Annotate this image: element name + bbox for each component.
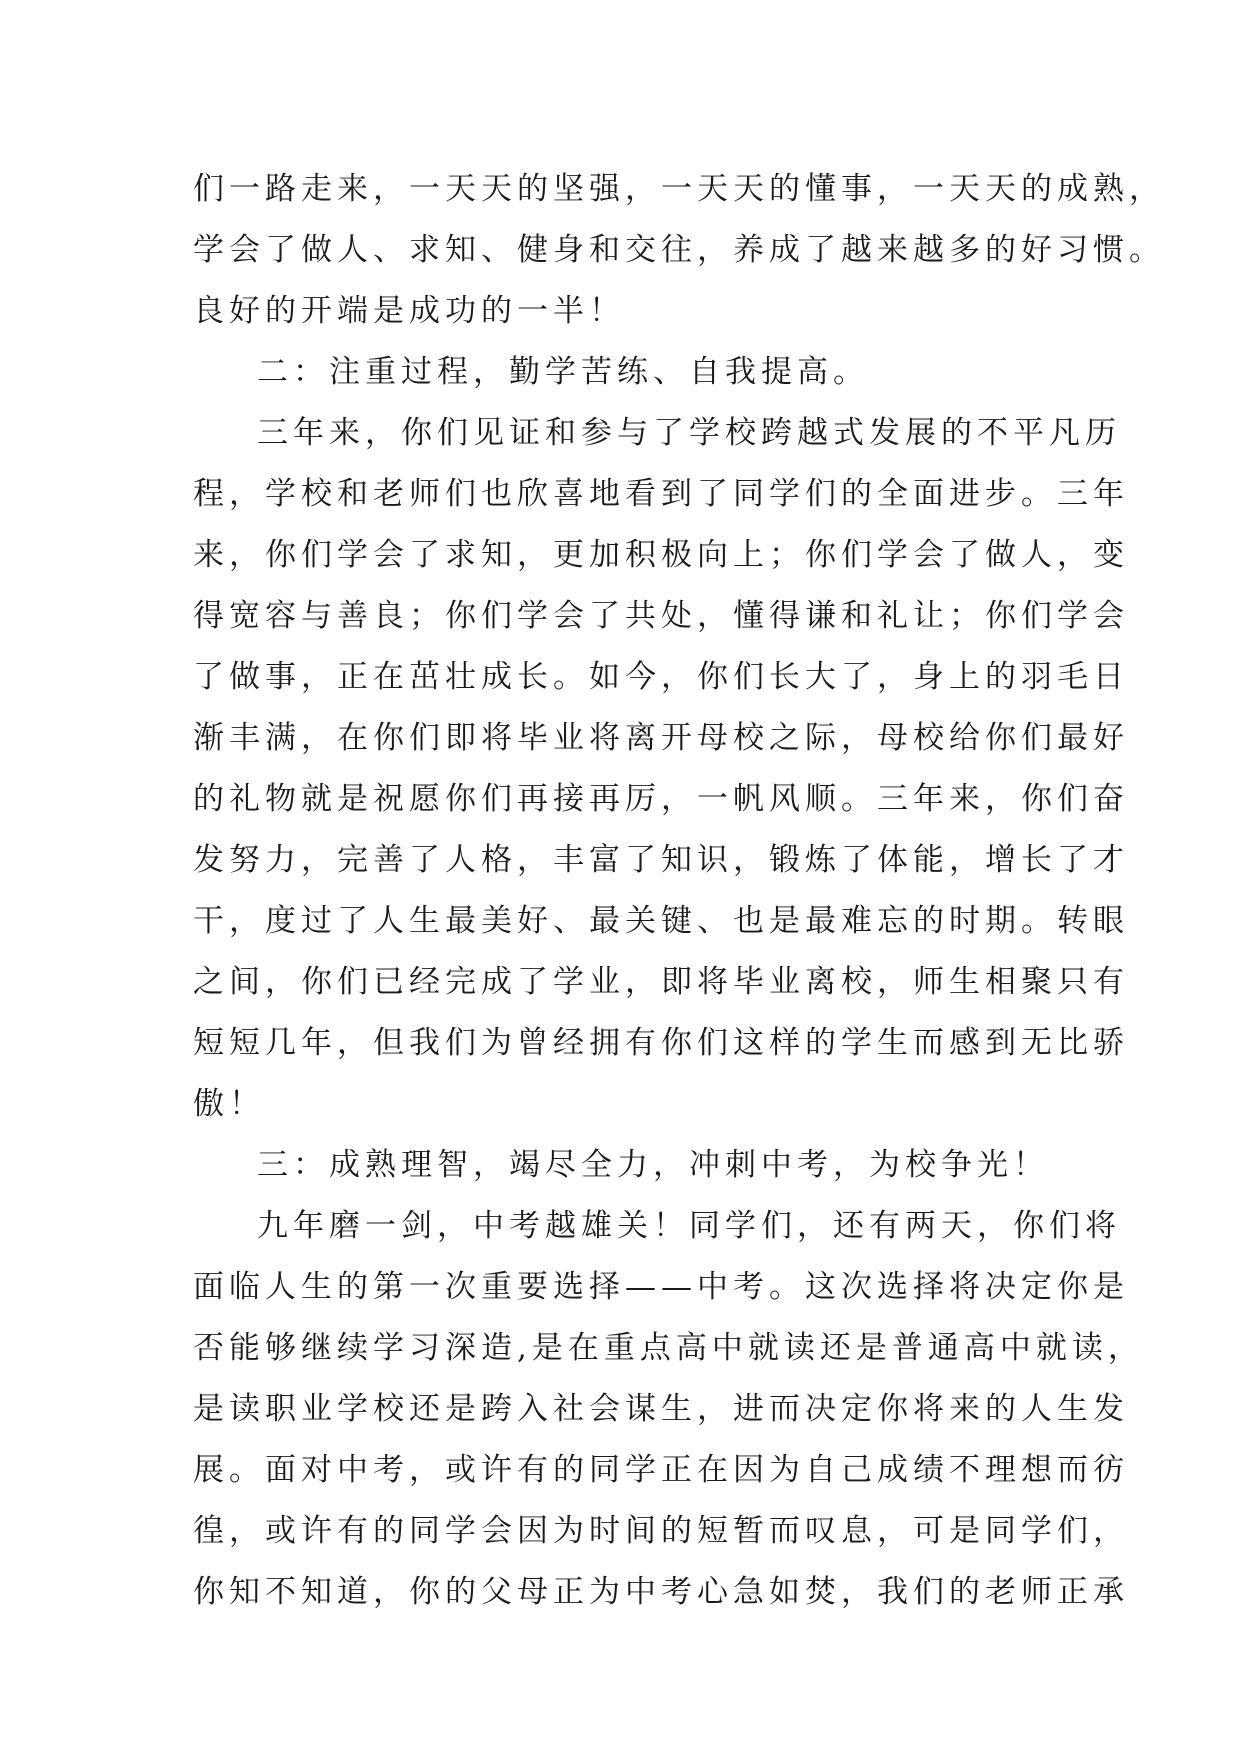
text-line: 得宽容与善良；你们学会了共处，懂得谦和礼让；你们学会	[193, 598, 1129, 634]
body-text	[193, 159, 1165, 1623]
text-line: 良好的开端是成功的一半！	[193, 293, 625, 329]
text-line: 们一路走来，一天天的坚强，一天天的懂事，一天天的成熟，	[193, 171, 1165, 207]
text-line: 学会了做人、求知、健身和交往，养成了越来越多的好习惯。	[193, 232, 1165, 268]
text-line: 发努力，完善了人格，丰富了知识，锻炼了体能，增长了才	[193, 842, 1129, 878]
text-line: 了做事，正在茁壮成长。如今，你们长大了，身上的羽毛日	[193, 659, 1129, 695]
text-line: 的礼物就是祝愿你们再接再厉，一帆风顺。三年来，你们奋	[193, 781, 1129, 817]
text-line: 短短几年，但我们为曾经拥有你们这样的学生而感到无比骄	[193, 1025, 1129, 1061]
text-line: 否能够继续学习深造,是在重点高中就读还是普通高中就读，	[193, 1330, 1144, 1366]
text-line: 是读职业学校还是跨入社会谋生，进而决定你将来的人生发	[193, 1391, 1129, 1427]
text-line: 之间，你们已经完成了学业，即将毕业离校，师生相聚只有	[193, 964, 1129, 1000]
section-heading-3: 三：成熟理智，竭尽全力，冲刺中考，为校争光！	[257, 1147, 1049, 1183]
text-line: 展。面对中考，或许有的同学正在因为自己成绩不理想而彷	[193, 1452, 1129, 1488]
text-line: 徨，或许有的同学会因为时间的短暂而叹息，可是同学们，	[193, 1513, 1129, 1549]
section-heading-2: 二：注重过程，勤学苦练、自我提高。	[257, 354, 869, 390]
text-line: 来，你们学会了求知，更加积极向上；你们学会了做人，变	[193, 537, 1129, 573]
paragraph-start: 九年磨一剑，中考越雄关！同学们，还有两天，你们将	[257, 1208, 1121, 1244]
text-line: 傲！	[193, 1086, 265, 1122]
paragraph-start: 三年来，你们见证和参与了学校跨越式发展的不平凡历	[257, 415, 1121, 451]
text-line: 程，学校和老师们也欣喜地看到了同学们的全面进步。三年	[193, 476, 1129, 512]
text-line: 干，度过了人生最美好、最关键、也是最难忘的时期。转眼	[193, 903, 1129, 939]
text-line: 你知不知道，你的父母正为中考心急如焚，我们的老师正承	[193, 1574, 1129, 1610]
text-line: 面临人生的第一次重要选择——中考。这次选择将决定你是	[193, 1269, 1129, 1305]
text-line: 渐丰满，在你们即将毕业将离开母校之际，母校给你们最好	[193, 720, 1129, 756]
